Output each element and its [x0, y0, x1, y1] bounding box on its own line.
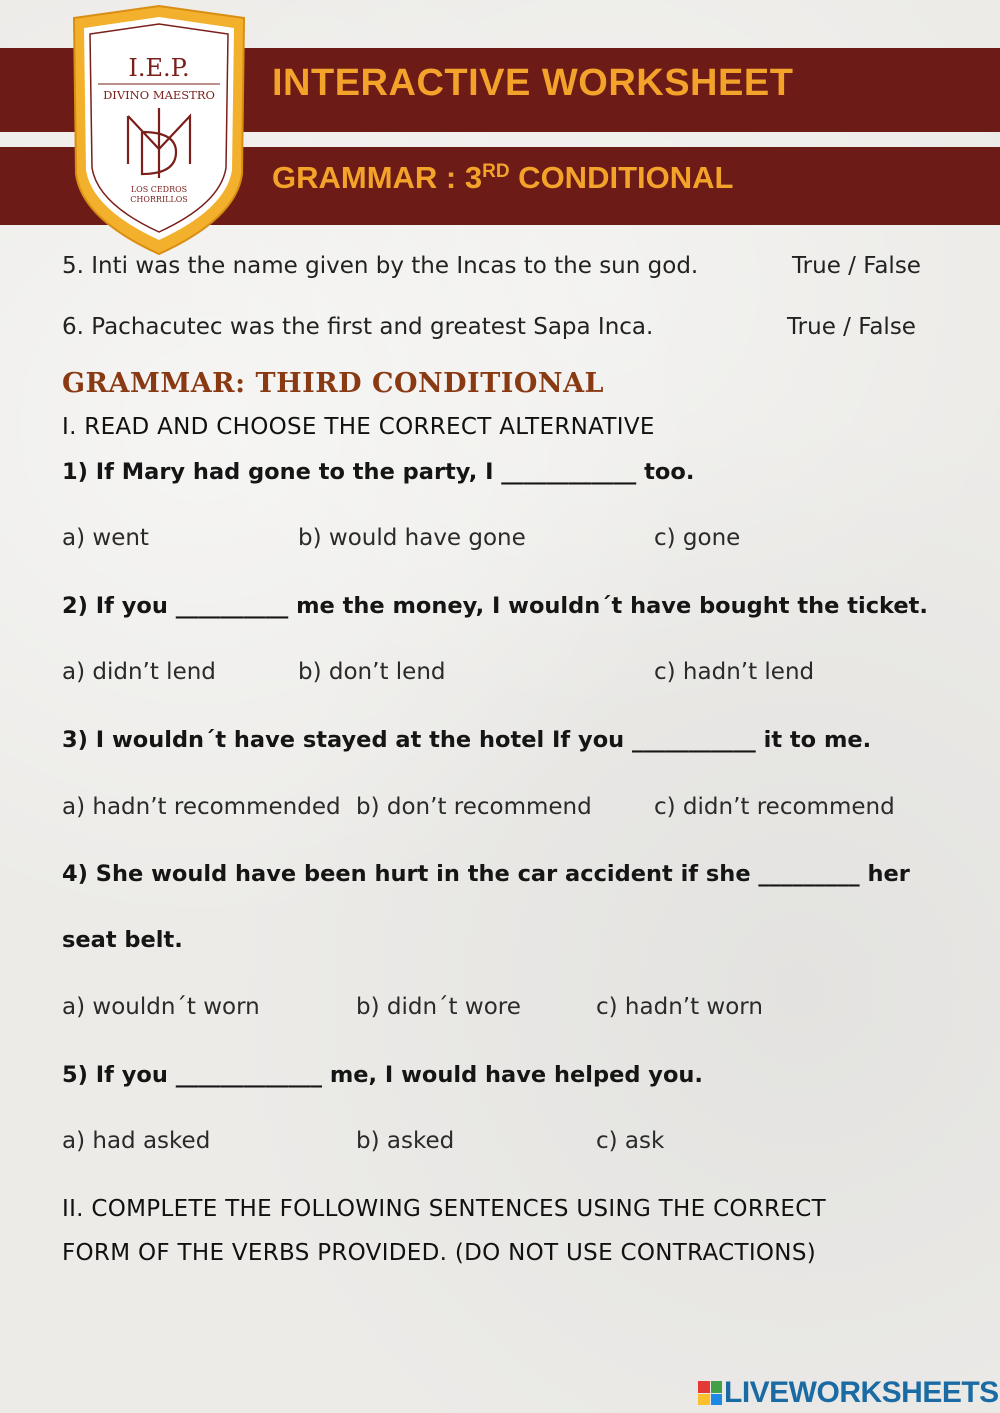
q3-option-c[interactable]: c) didn’t recommend	[654, 794, 895, 820]
instruction-part-2-line1: II. COMPLETE THE FOLLOWING SENTENCES USING THE CORRECT	[62, 1196, 826, 1222]
question-1: 1) If Mary had gone to the party, I ____________ too.	[62, 459, 695, 485]
liveworksheets-logo-text: LIVEWORKSHEETS	[724, 1376, 999, 1409]
q2-option-a[interactable]: a) didn’t lend	[62, 659, 216, 685]
page-subtitle	[272, 160, 733, 196]
q1-option-c[interactable]: c) gone	[654, 525, 741, 551]
subtitle-superscript: RD	[482, 161, 510, 182]
q1-option-a[interactable]: a) went	[62, 525, 149, 551]
school-crest-logo	[66, 4, 252, 256]
question-4: 4) She would have been hurt in the car accident if she _________ her	[62, 861, 910, 887]
question-3: 3) I wouldn´t have stayed at the hotel If you ___________ it to me.	[62, 727, 872, 753]
question-2: 2) If you __________ me the money, I wouldn´t have bought the ticket.	[62, 593, 928, 619]
q5-option-a[interactable]: a) had asked	[62, 1128, 211, 1154]
subtitle-prefix: GRAMMAR : 3	[272, 160, 483, 195]
q1-option-b[interactable]: b) would have gone	[298, 525, 526, 551]
logo-square-blue	[711, 1394, 723, 1406]
page-title: INTERACTIVE WORKSHEET	[272, 62, 794, 104]
instruction-part-2-line2: FORM OF THE VERBS PROVIDED. (DO NOT USE CONTRACTIONS)	[62, 1240, 816, 1266]
q4-option-a[interactable]: a) wouldn´t worn	[62, 994, 260, 1020]
logo-square-yellow	[698, 1394, 710, 1406]
subtitle-suffix: CONDITIONAL	[509, 160, 734, 195]
liveworksheets-logo-icon	[698, 1381, 722, 1405]
tf-question-6: 6. Pachacutec was the first and greatest Sapa Inca.	[62, 314, 654, 340]
q5-option-b[interactable]: b) asked	[356, 1128, 455, 1154]
instruction-part-1: I. READ AND CHOOSE THE CORRECT ALTERNATIVE	[62, 414, 655, 440]
q4-option-b[interactable]: b) didn´t wore	[356, 994, 521, 1020]
q4-option-c[interactable]: c) hadn’t worn	[596, 994, 763, 1020]
q3-option-a[interactable]: a) hadn’t recommended	[62, 794, 341, 820]
tf-answer-6[interactable]: True / False	[787, 314, 916, 340]
question-5: 5) If you _____________ me, I would have helped you.	[62, 1062, 703, 1088]
logo-square-green	[711, 1381, 723, 1393]
crest-location-line1: LOS CEDROS	[130, 185, 188, 194]
crest-name: I.E.P.	[128, 54, 190, 82]
q3-option-b[interactable]: b) don’t recommend	[356, 794, 592, 820]
section-heading: GRAMMAR: THIRD CONDITIONAL	[62, 368, 605, 399]
logo-square-red	[698, 1381, 710, 1393]
tf-question-5: 5. Inti was the name given by the Incas to the sun god.	[62, 253, 699, 279]
crest-school-name: DIVINO MAESTRO	[103, 88, 215, 102]
question-4-continued: seat belt.	[62, 927, 183, 953]
crest-location-line2: CHORRILLOS	[130, 195, 188, 204]
q5-option-c[interactable]: c) ask	[596, 1128, 665, 1154]
q2-option-b[interactable]: b) don’t lend	[298, 659, 446, 685]
q2-option-c[interactable]: c) hadn’t lend	[654, 659, 815, 685]
liveworksheets-logo[interactable]	[698, 1376, 999, 1410]
tf-answer-5[interactable]: True / False	[792, 253, 921, 279]
